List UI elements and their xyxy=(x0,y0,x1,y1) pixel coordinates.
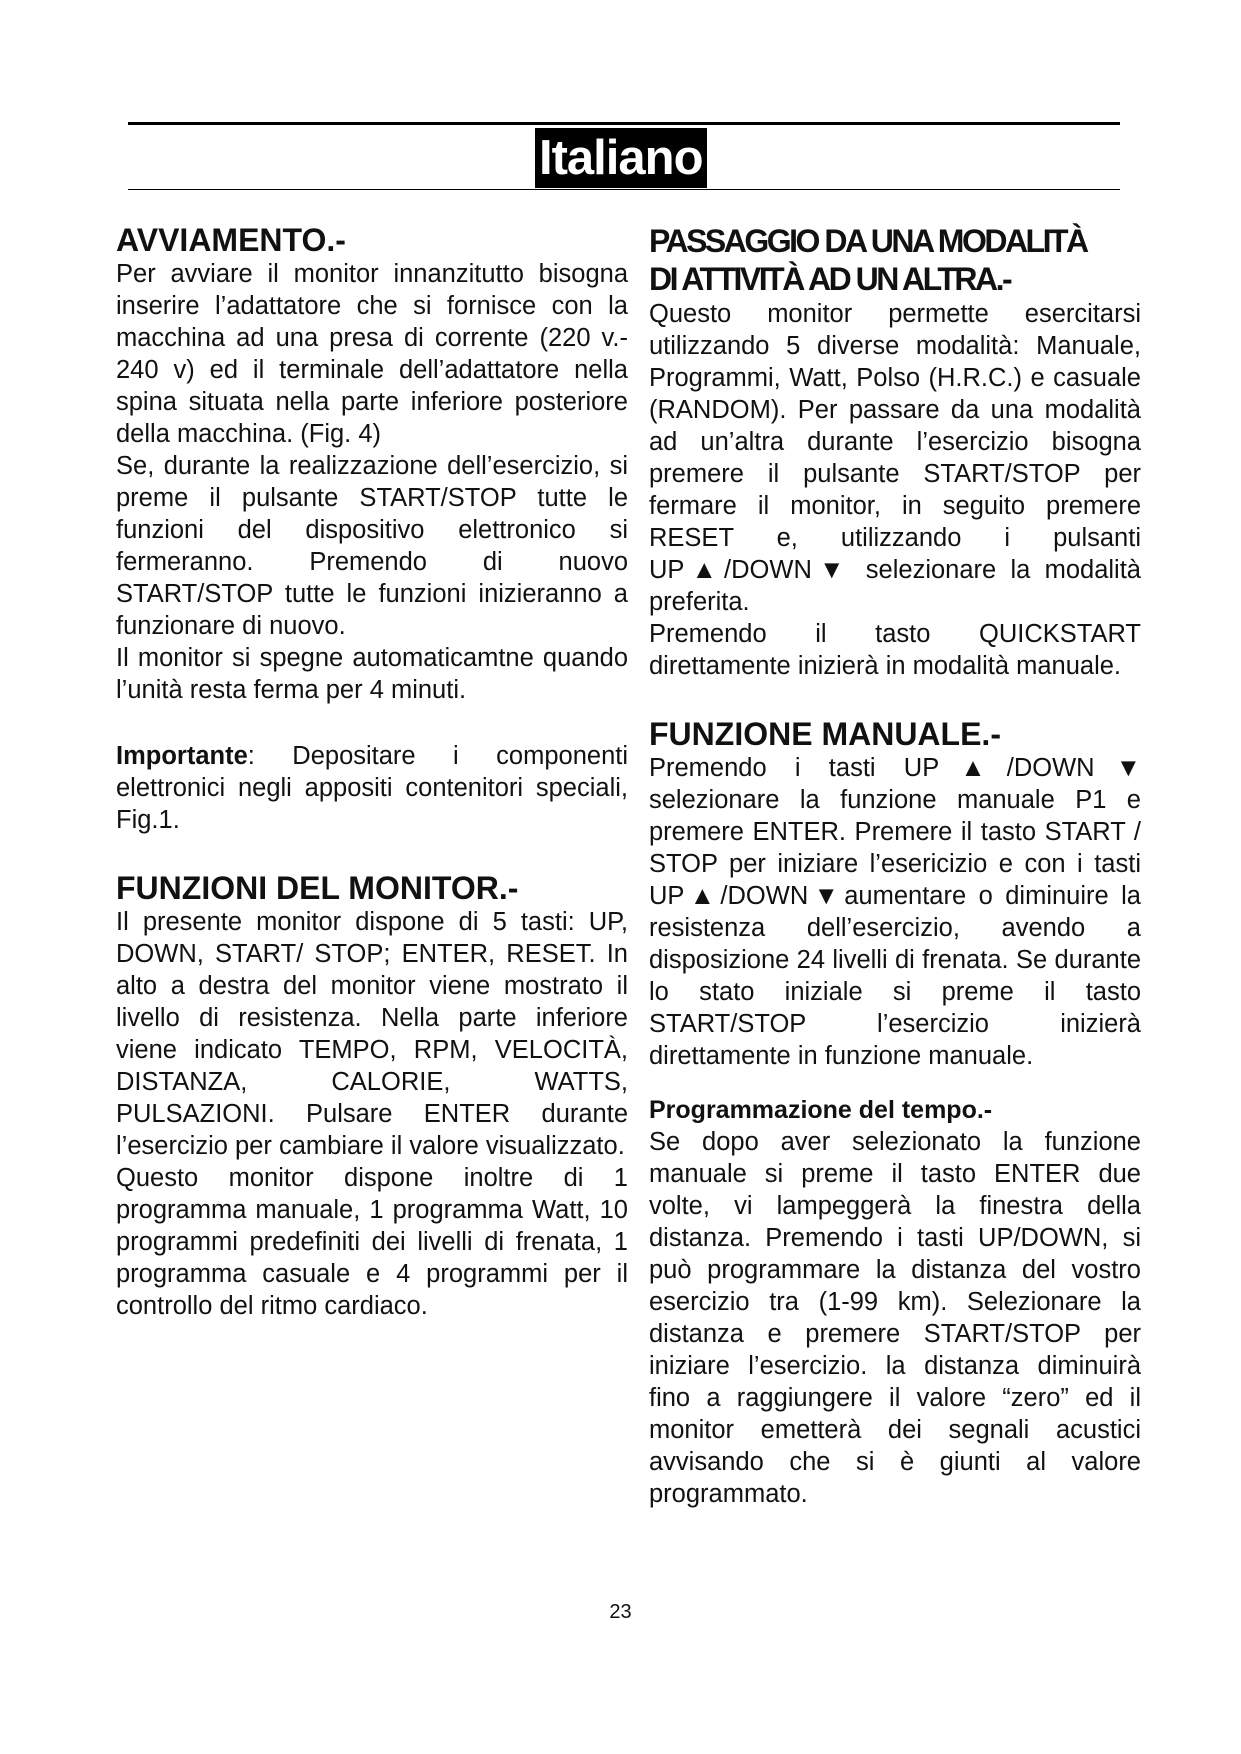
important-note xyxy=(116,740,628,836)
section-title-funzioni: FUNZIONI DEL MONITOR.- xyxy=(116,870,519,906)
language-label: Italiano xyxy=(535,128,707,188)
left-column xyxy=(116,222,628,1322)
passaggio-title-line-1: PASSAGGIO DA UNA MODALITÀ xyxy=(649,223,1087,259)
section-title-avviamento: AVVIAMENTO.- xyxy=(116,222,346,258)
header-rule-top xyxy=(128,122,1120,125)
header-rule-bottom xyxy=(128,189,1120,190)
subsection-title-programmazione: Programmazione del tempo.- xyxy=(649,1096,993,1124)
manuale-paragraph-1: Premendo i tasti UP▲/DOWN▼ selezionare la funzione manuale P1 e premere ENTER. Premere il tasto START / STOP per iniziare l’esericizio e con i tasti UP▲/DOWN▼aumentare o diminuire la resistenza dell’esercizio, avendo a disposizione 24 livelli di frenata. Se durante lo stato iniziale si preme il tasto START/STOP l’esercizio inizierà direttamente in funzione manuale. xyxy=(649,754,1141,1070)
passaggio-paragraph-2: Premendo il tasto QUICKSTART direttamente inizierà in modalità manuale. xyxy=(649,620,1141,680)
important-text: : Depositare i componenti elettronici negli appositi contenitori speciali, Fig.1. xyxy=(116,742,628,834)
funzioni-paragraph-1: Il presente monitor dispone di 5 tasti: UP, DOWN, START/ STOP; ENTER, RESET. In alto a destra del monitor viene mostrato il livello di resistenza. Nella parte inferiore viene indicato TEMPO, RPM, VELOCITÀ, DISTANZA, CALORIE, WATTS, PULSAZIONI. Pulsare ENTER durante l’esercizio per cambiare il valore visualizzato. xyxy=(116,908,628,1160)
page-number: 23 xyxy=(609,1601,632,1623)
passaggio-paragraph-1: Questo monitor permette esercitarsi utilizzando 5 diverse modalità: Manuale, Programmi, Watt, Polso (H.R.C.) e casuale (RANDOM). Per passare da una modalità ad un’altra durante l’esercizio bisogna premere il pulsante START/STOP per fermare il monitor, in seguito premere RESET e, utilizzando i pulsanti UP▲/DOWN▼ selezionare la modalità preferita. xyxy=(649,300,1141,616)
funzioni-paragraph-2: Questo monitor dispone inoltre di 1 programma manuale, 1 programma Watt, 10 programmi predefiniti dei livelli di frenata, 1 programma casuale e 4 programmi per il controllo del ritmo cardiaco. xyxy=(116,1164,628,1320)
avviamento-paragraph-2: Se, durante la realizzazione dell’esercizio, si preme il pulsante START/STOP tutte le funzioni del dispositivo elettronico si fermeranno. Premendo di nuovo START/STOP tutte le funzioni inizieranno a funzionare di nuovo. xyxy=(116,452,628,640)
avviamento-paragraph-1: Per avviare il monitor innanzitutto bisogna inserire l’adattatore che si fornisce con la macchina ad una presa di corrente (220 v.- 240 v) ed il terminale dell’adattatore nella spina situata nella parte inferiore posteriore della macchina. (Fig. 4) xyxy=(116,260,628,448)
section-title-passaggio xyxy=(649,222,1141,298)
programmazione-paragraph-1: Se dopo aver selezionato la funzione manuale si preme il tasto ENTER due volte, vi lampeggerà la finestra della distanza. Premendo i tasti UP/DOWN, si può programmare la distanza del vostro esercizio tra (1-99 km). Selezionare la distanza e premere START/STOP per iniziare l’esercizio. la distanza diminuirà fino a raggiungere il valore “zero” ed il monitor emetterà dei segnali acustici avvisando che si è giunti al valore programmato. xyxy=(649,1128,1141,1508)
avviamento-paragraph-3: Il monitor si spegne automaticamtne quando l’unità resta ferma per 4 minuti. xyxy=(116,644,628,704)
right-column xyxy=(649,222,1141,1510)
passaggio-title-line-2: DI ATTIVITÀ AD UN ALTRA.- xyxy=(649,261,1011,297)
important-label: Importante xyxy=(116,742,248,770)
section-title-manuale: FUNZIONE MANUALE.- xyxy=(649,716,1001,752)
